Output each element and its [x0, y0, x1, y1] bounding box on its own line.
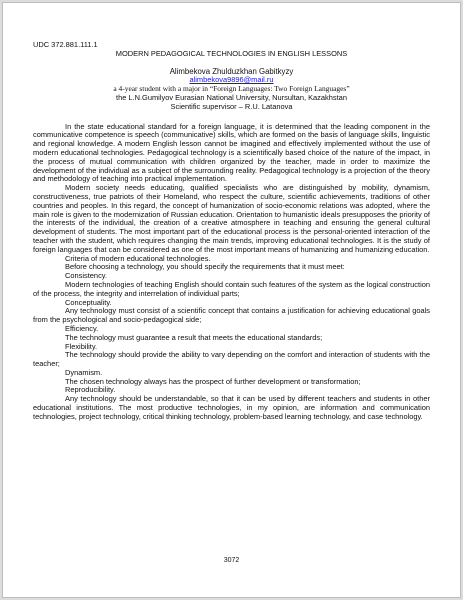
author-affiliation-2: the L.N.Gumilyov Eurasian National University, Nursultan, Kazakhstan: [116, 92, 347, 102]
criterion-5-text: The chosen technology always has the prospect of further development or transformation;: [65, 376, 361, 386]
criterion-4-name: Flexibility.: [65, 341, 98, 351]
criterion-3-text: The technology must guarantee a result that meets the educational standards;: [65, 332, 323, 342]
paragraph-2: Modern society needs educating, qualified specialists who are distinguished by mobility, dynamism, constructiveness, true patriots of their Homeland, who respect the culture, scientific achievements, traditions of other countries and peoples. In this regard, the concept of humanization of socio-economic relations was adopted, where the main role is given to the modernization of Russian education. Orientation to humanistic ideals presupposes the priority of the interests of the individual, the creation of a creative atmosphere in teaching and ensuring the general cultural development of students. The most important part of the educational process is the personal-oriented interaction of the teacher with the student, which requires changing the main trends, improving educational technologies. It is the study of foreign languages that can be considered as one of the most important means of humanizing and humanizing education.: [33, 183, 430, 254]
paragraph-1: In the state educational standard for a foreign language, it is determined that the leading component in the communicative competence is speech (communicative) skills, which are formed on the basis of language skills, linguistic and regional knowledge. A modern English lesson cannot be imagined and effectively implemented without the use of modern educational technologies. Pedagogical technology is a scientifically based choice of the nature of the impact, in the process of mutual communication with children organized by the teacher, made in order to maximize the development of the individual as a subject of the surrounding reality. Pedagogical technology is a projection of the theory and methodology of teaching into practical implementation.: [33, 121, 430, 184]
criterion-5-name: Dynamism.: [65, 367, 103, 377]
paper-title: MODERN PEDAGOGICAL TECHNOLOGIES IN ENGLISH LESSONS: [115, 48, 348, 58]
criteria-heading: Criteria of modern educational technologies.: [65, 253, 211, 263]
criterion-4-text: The technology should provide the ability to vary depending on the comfort and interaction of students with the teacher;: [33, 350, 430, 369]
criteria-intro: Before choosing a technology, you should specify the requirements that it must meet:: [65, 262, 345, 272]
criterion-3-name: Efficiency.: [65, 323, 99, 333]
spacer: [33, 112, 430, 123]
page-content: [33, 41, 430, 422]
author-email-link[interactable]: alimbekova9896@mail.ru: [189, 75, 274, 85]
criterion-6-name: Reproducibility.: [65, 385, 116, 395]
criterion-1-name: Consistency.: [65, 271, 108, 281]
page-number: 3072: [223, 557, 240, 564]
criterion-6-text: Any technology should be understandable, so that it can be used by different teachers and students in other educational institutions. The most productive technologies, in my opinion, are information and communication technologies, project technology, critical thinking technology, problem-based learning technology, and case technology.: [33, 394, 430, 421]
document-page: [2, 2, 461, 598]
criterion-2-text: Any technology must consist of a scientific concept that contains a justification for achieving educational goals from the psychological and socio-pedagogical side;: [33, 306, 430, 325]
criterion-2-name: Conceptuality.: [65, 297, 112, 307]
scientific-supervisor: Scientific supervisor – R.U. Latanova: [170, 101, 293, 111]
criteria-list: [33, 272, 430, 422]
udc-code: UDC 372.881.111.1: [33, 40, 98, 49]
author-affiliation-1: a 4-year student with a major in “Foreign Languages: Two Foreign Languages”: [113, 84, 350, 94]
author-name: Alimbekova Zhulduzkhan Gabitkyzy: [169, 66, 294, 76]
criterion-1-text: Modern technologies of teaching English should contain such features of the system as the logical construction of the process, the integrity and interrelation of individual parts;: [33, 279, 430, 298]
